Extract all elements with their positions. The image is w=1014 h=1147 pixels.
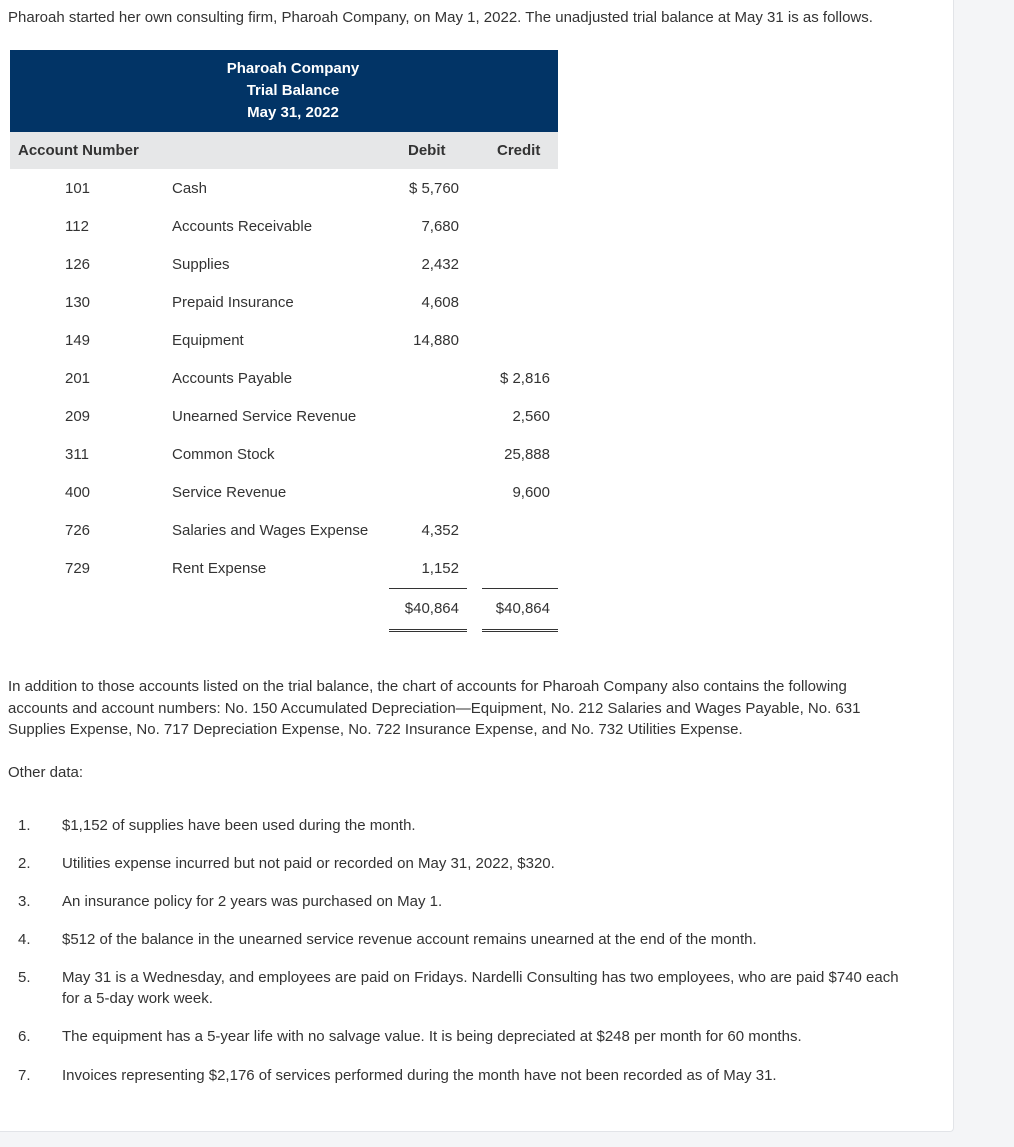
account-name: Prepaid Insurance: [172, 294, 294, 311]
trial-balance-header: [10, 50, 558, 132]
account-number: 209: [65, 408, 91, 425]
table-row: [10, 435, 558, 473]
account-name: Unearned Service Revenue: [172, 408, 357, 425]
list-item-text: [62, 1026, 932, 1047]
additional-accounts-line: Supplies Expense, No. 717 Depreciation Expense, No. 722 Insurance Expense, and No. 732 Utilities Expense.: [8, 721, 743, 738]
list-item-line: An insurance policy for 2 years was purchased on May 1.: [62, 893, 443, 910]
list-item-line: The equipment has a 5-year life with no salvage value. It is being depreciated at $248 per month for 60 months.: [62, 1028, 802, 1045]
account-name: Salaries and Wages Expense: [172, 522, 369, 539]
account-number: 729: [65, 560, 91, 577]
account-number: 101: [65, 180, 91, 197]
intro-text: Pharoah started her own consulting firm, Pharoah Company, on May 1, 2022. The unadjusted trial balance at May 31 is as follows.: [8, 9, 873, 26]
list-item-number: 7.: [18, 1067, 31, 1084]
account-name: Accounts Receivable: [172, 218, 313, 235]
list-item-text: [62, 891, 932, 912]
list-item-line: Invoices representing $2,176 of services performed during the month have not been recorded as of May 31.: [62, 1067, 777, 1084]
list-item-number: 6.: [18, 1028, 31, 1045]
statement-date: May 31, 2022: [247, 104, 339, 121]
account-number: 201: [65, 370, 91, 387]
list-item-line: for a 5-day work week.: [62, 990, 213, 1007]
list-item-text: [62, 967, 932, 1009]
account-name: Supplies: [172, 256, 230, 273]
total-debit-cell: [389, 588, 467, 632]
credit-amount: 9,600: [512, 484, 550, 501]
trial-balance-body: [10, 169, 558, 587]
statement-title: Trial Balance: [246, 82, 340, 99]
table-row: [10, 397, 558, 435]
account-number: 400: [65, 484, 91, 501]
account-name: Equipment: [172, 332, 244, 349]
account-name: Common Stock: [172, 446, 275, 463]
column-header-credit: Credit: [497, 142, 541, 159]
table-row: [10, 359, 558, 397]
debit-amount: 7,680: [421, 218, 459, 235]
table-row: [10, 245, 558, 283]
column-header-debit: Debit: [408, 142, 446, 159]
list-item-line: $1,152 of supplies have been used during the month.: [62, 817, 416, 834]
total-credit: $40,864: [495, 600, 550, 617]
total-credit-cell: [482, 588, 558, 632]
debit-amount: 2,432: [421, 256, 459, 273]
list-item-line: Utilities expense incurred but not paid or recorded on May 31, 2022, $320.: [62, 855, 555, 872]
list-item-number: 2.: [18, 855, 31, 872]
table-row: [10, 511, 558, 549]
account-number: 311: [65, 446, 89, 463]
list-item-text: [62, 853, 932, 874]
account-name: Rent Expense: [172, 560, 267, 577]
list-item-text: [62, 815, 932, 836]
column-header-row: [10, 132, 558, 169]
table-row: [10, 283, 558, 321]
list-item-number: 5.: [18, 969, 31, 986]
company-name: Pharoah Company: [226, 60, 360, 77]
table-row: [10, 549, 558, 587]
table-row: [10, 207, 558, 245]
table-row: [10, 321, 558, 359]
additional-accounts-line: accounts and account numbers: No. 150 Accumulated Depreciation—Equipment, No. 212 Salaries and Wages Payable, No. 631: [8, 699, 861, 717]
table-row: [10, 473, 558, 511]
credit-amount: 25,888: [504, 446, 550, 463]
other-data-label: Other data:: [8, 764, 84, 781]
list-item-number: 3.: [18, 893, 31, 910]
list-item-text: [62, 929, 932, 950]
account-number: 112: [65, 218, 89, 235]
additional-accounts-line: In addition to those accounts listed on the trial balance, the chart of accounts for Pharoah Company also contains the following: [8, 678, 847, 695]
account-number: 126: [65, 256, 91, 273]
debit-amount: 4,608: [421, 294, 459, 311]
list-item-number: 1.: [18, 817, 31, 834]
account-number: 149: [65, 332, 91, 349]
account-number: 130: [65, 294, 91, 311]
credit-amount: 2,560: [512, 408, 550, 425]
debit-amount: 4,352: [421, 522, 459, 539]
table-row: [10, 169, 558, 207]
total-debit: $40,864: [404, 600, 459, 617]
list-item-number: 4.: [18, 931, 31, 948]
list-item-line: May 31 is a Wednesday, and employees are paid on Fridays. Nardelli Consulting has two employees, who are paid $740 each: [62, 969, 899, 986]
account-number: 726: [65, 522, 91, 539]
debit-amount: 14,880: [413, 332, 459, 349]
account-name: Service Revenue: [172, 484, 287, 501]
column-header-account-number: Account Number: [18, 142, 139, 159]
debit-amount: $ 5,760: [408, 180, 459, 197]
account-name: Cash: [172, 180, 208, 197]
trial-balance-title: [160, 58, 426, 124]
list-item-text: [62, 1065, 932, 1086]
list-item-line: $512 of the balance in the unearned service revenue account remains unearned at the end of the month.: [62, 931, 757, 948]
additional-accounts-text: [8, 676, 908, 741]
credit-amount: $ 2,816: [499, 370, 550, 387]
debit-amount: 1,152: [421, 560, 459, 577]
account-name: Accounts Payable: [172, 370, 293, 387]
